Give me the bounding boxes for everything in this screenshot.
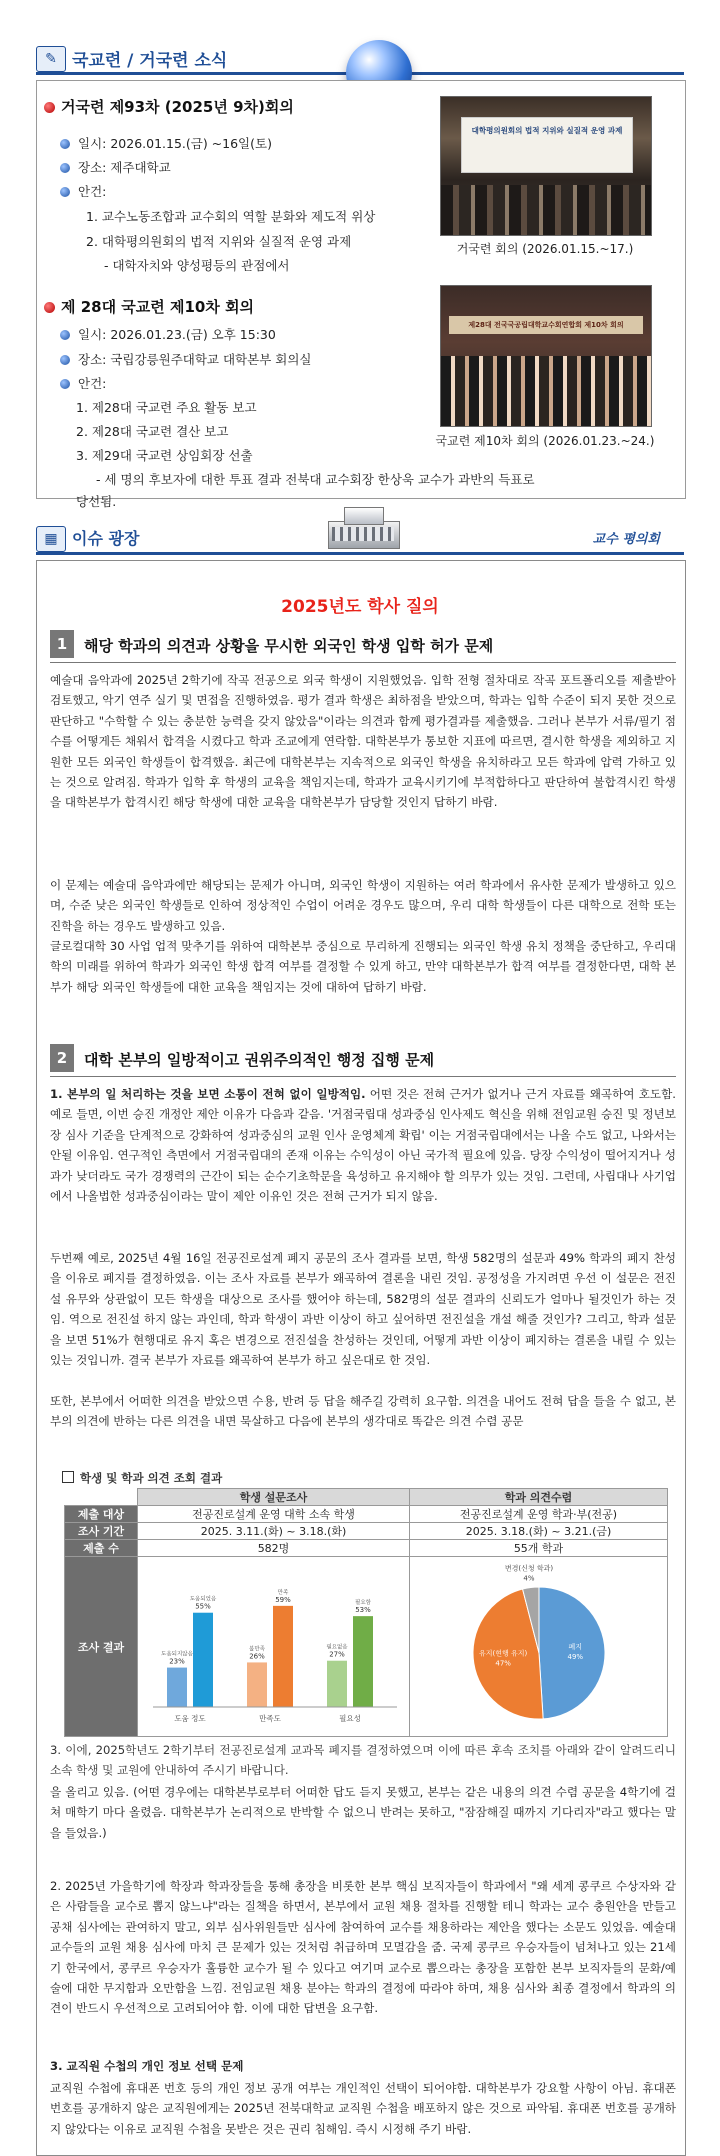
bar-value-label: 59% [274, 1595, 291, 1604]
blue-bullet-icon [60, 379, 70, 389]
row-period: 조사 기간 [65, 1523, 138, 1540]
bar-series-label: 필요함 [354, 1600, 371, 1607]
issue2-paragraph-3: 또한, 본부에서 어떠한 의견을 받았으면 수용, 반려 등 답을 해주길 강력히 요구함. 의견을 내어도 전혀 답을 들을 수 없고, 본부의 의견에 반하는 다른 의견을 내면 묵살하고 다음에 본부의 생각대로 똑같은 의견 수렴 공문 [50, 1394, 676, 1429]
meeting2-agenda-sub: - 세 명의 후보자에 대한 투표 결과 전북대 교수회장 한상욱 교수가 과반의 득표로 [96, 472, 535, 487]
pie-value-label: 47% [494, 1659, 511, 1668]
bar-mark [353, 1616, 373, 1707]
meeting2-caption: 국교련 제10차 회의 (2026.01.23.~24.) [435, 434, 655, 448]
bar-value-label: 27% [328, 1650, 345, 1659]
period-dept: 2025. 3.18.(화) ~ 3.21.(금) [410, 1523, 668, 1540]
bar-mark [167, 1668, 187, 1707]
pie-label: 폐지 [568, 1642, 582, 1651]
count-dept: 55개 학과 [410, 1540, 668, 1557]
row-result: 조사 결과 [65, 1557, 138, 1737]
pie-label: 유지(현행 유지) [478, 1649, 527, 1658]
meeting1-agenda-label: 안건: [60, 182, 106, 200]
meeting2-date: 일시: 2026.01.23.(금) 오후 15:30 [60, 325, 276, 343]
bar-mark [327, 1661, 347, 1707]
issue2-paragraph-5: 2. 2025년 가을학기에 학장과 학과장들을 통해 총장을 비롯한 본부 핵심 보직자들이 학과에서 "왜 세계 콩쿠르 수상자와 같은 사람들을 교수로 뽑지 않느냐"라는 질책을 하면서, 본부에서 교원 채용 절차를 진행할 테니 학과는 교수 충원안을 만들고 공채 심사에는 관여하지 말고, 외부 심사위원들만 심사에 참여하여 교수를 채용하라는 제안을 했다는 소문도 있었음. 예술대 교수들의 교원 채용 심사에 마치 큰 문제가 있는 것처럼 취급하며 모멸감을 줌. 국제 콩쿠르 우승자들이 넘쳐나고 있는 21세기 한국에서, 콩쿠르 우승자가 훌륭한 교수가 될 수 있다고 여기며 교수로 뽑으라는 총장을 포함한 본부 보직자들의 문화/예술에 대한 무지함과 오만함을 느낌. 전임교원 채용 분야는 학과의 결정에 따라야 하며, 채용 심사와 최종 결정에서 학과의 의견이 반드시 우선적으로 고려되어야 함. 이에 대한 답변을 요구함. [50, 1879, 676, 2016]
bar-series-label: 도움되었음 [189, 1596, 216, 1603]
meeting1-date: 일시: 2026.01.15.(금) ~16일(토) [60, 134, 272, 152]
photo-people [441, 185, 651, 235]
pie-chart [411, 1557, 667, 1733]
blue-bullet-icon [60, 355, 70, 365]
red-bullet-icon [44, 302, 55, 313]
meeting2-place: 장소: 국립강릉원주대학교 대학본부 회의실 [60, 350, 311, 368]
count-student: 582명 [138, 1540, 410, 1557]
meeting2-agenda-item: 1. 제28대 국교련 주요 활동 보고 [76, 400, 257, 415]
target-student: 전공진로설계 운영 대학 소속 학생 [138, 1506, 410, 1523]
bar-series-label: 만족 [277, 1589, 288, 1596]
section-title: 국교련 / 거국련 소식 [72, 51, 228, 71]
section-title: 이슈 광장 [72, 529, 140, 548]
meeting2-agenda-item: 2. 제28대 국교련 결산 보고 [76, 424, 229, 439]
meeting2-photo [440, 285, 652, 427]
issue-title: 대학 본부의 일방적이고 권위주의적인 행정 집행 문제 [84, 1051, 435, 1069]
building-icon: ▦ [36, 526, 66, 552]
pie-chart-cell [410, 1557, 668, 1737]
row-count: 제출 수 [65, 1540, 138, 1557]
issue1-paragraph: 예술대 음악과에 2025년 2학기에 작곡 전공으로 외국 학생이 지원했었음. 입학 전형 절차대로 작곡 포트폴리오를 제출받아 검토했고, 악기 연주 실기 및 면접을 진행하였음. 평가 결과 학생은 최하점을 받았으며, 학과는 입학 수준이 되지 못한 것으로 판단하고 "수학할 수 있는 충분한 능력을 갖지 않았음"이라는 의견과 함께 평가결과를 제출했음. 그러나 본부가 서류/필기 점수를 어떻게든 채워서 합격을 시켰다고 학과 조교에게 연락함. 대학본부가 통보한 지표에 따르면, 결시한 학생을 제외하고 지원한 모든 외국인 학생들이 합격했음. 최근에 대학본부는 지속적으로 외국인 학생을 유치하라고 모든 학과에 압력 가하고 있는 것으로 알려짐. 학과가 입학 후 학생의 교육을 책임지는데, 학과가 교육시키기에 부적합하다고 판단하여 불합격시킨 학생을 대학본부가 합격시킨 해당 학생에 대한 교육을 대학본부가 담당할 것인지 답하기 바람. [50, 673, 676, 810]
issue2-paragraph-2: 두번째 예로, 2025년 4월 16일 전공진로설계 폐지 공문의 조사 결과를 보면, 학생 582명의 설문과 49% 학과의 폐지 찬성을 이유로 폐지를 결정하였음. 이는 조사 자료를 본부가 왜곡하여 결론을 내린 것임. 공정성을 가지려면 우선 이 설문은 전진설 유무와 상관없이 모든 학생을 대상으로 조사를 했어야 하는데, 582명의 설문 결과의 신뢰도가 얼마나 될것인가 하는 것임. 역으로 전진설 하지 않는 과인데, 학과 학생이 과반 이상이 하고 싶어하면 전진설을 개설 해줄 것인가? 그리고, 학과 설문을 보면 51%가 현행대로 유지 혹은 변경으로 전진설을 찬성하는 것인데, 어떻게 과반 이상이 폐지하는 결론을 내릴 수 있는 있는 것입니까. 결국 본부가 자료를 왜곡하여 본부가 하고 싶은대로 한 것임. [50, 1251, 676, 1368]
photo-banner: 대학평의원회의 법적 지위와 실질적 운영 과제 [461, 117, 633, 173]
bar-mark [247, 1662, 267, 1707]
building-graphic [320, 503, 406, 549]
blue-bullet-icon [60, 139, 70, 149]
col-student: 학생 설문조사 [138, 1489, 410, 1506]
red-bullet-icon [44, 102, 55, 113]
row-target: 제출 대상 [65, 1506, 138, 1523]
period-student: 2025. 3.11.(화) ~ 3.18.(화) [138, 1523, 410, 1540]
meeting1-agenda-sub: - 대학자치와 양성평등의 관점에서 [104, 258, 290, 273]
pie-label: 변경(신청 학과) [504, 1564, 553, 1573]
bar-series-label: 불만족 [248, 1646, 265, 1653]
meeting1-agenda-item: 1. 교수노동조합과 교수회의 역할 분화와 제도적 위상 [86, 209, 376, 224]
meeting2-heading: 제 28대 국교련 제10차 회의 [44, 296, 254, 317]
pie-value-label: 49% [567, 1652, 583, 1661]
survey-table [64, 1488, 668, 1737]
photo-people [441, 356, 651, 426]
pie-value-label: 4% [522, 1574, 535, 1583]
meeting1-caption: 거국련 회의 (2026.01.15.~17.) [456, 242, 634, 256]
issue1-header [50, 630, 676, 660]
bar-mark [273, 1606, 293, 1707]
bar-series-label: 필요없음 [325, 1644, 348, 1651]
blue-bullet-icon [60, 187, 70, 197]
section-tag: 교수 평의회 [592, 532, 660, 547]
issue-number: 1 [50, 630, 74, 658]
issue-number: 2 [50, 1044, 74, 1072]
meeting1-place: 장소: 제주대학교 [60, 158, 171, 176]
bar-series-label: 도움되지않음 [160, 1651, 193, 1658]
bar-chart-cell [138, 1557, 410, 1737]
bar-category-label: 필요성 [338, 1714, 361, 1723]
survey-heading: 학생 및 학과 의견 조회 결과 [62, 1470, 222, 1486]
issue-title: 해당 학과의 의견과 상황을 무시한 외국인 학생 입학 허가 문제 [84, 637, 494, 655]
bar-mark [193, 1613, 213, 1707]
doc-title: 2025년도 학사 질의 [281, 597, 439, 617]
issue2-header [50, 1044, 676, 1074]
news-icon: ✎ [36, 46, 66, 72]
photo-banner: 제28대 전국국공립대학교수회연합회 제10차 회의 [449, 316, 643, 334]
issue2-paragraph-1: 1. 본부의 일 처리하는 것을 보면 소통이 전혀 없이 일방적임. 어떤 것은 전혀 근거가 없거나 근거 자료를 왜곡하여 호도함. 예로 들면, 이번 승진 개정안 제안 이유가 다음과 같음. '거점국립대 성과중심 인사제도 혁신을 위해 전임교원 승진 및 정년보장 심사 기준을 단계적으로 강화하여 성과중심의 교원 인사 운영체계 확립' 이는 거점국립대에서는 나올 수도 없고, 나와서는 안될 이유임. 연구적인 측면에서 거점국립대의 존재 이유는 수익성이 아닌 국가적 필요에 있음. 당장 수익성이 떨어지거나 성과가 낮더라도 국가 경쟁력의 근간이 되는 순수기초학문을 육성하고 유지해야 할 의무가 있는 것임. 그런데, 사립대나 사기업에서 나올법한 성과중심이라는 말이 제안 이유인 것은 전혀 근거가 되지 않음. [50, 1087, 676, 1204]
issue1-paragraph: 글로컬대학 30 사업 업적 맞추기를 위하여 대학본부 중심으로 무리하게 진행되는 외국인 학생 유치 정책을 중단하고, 우리대학의 미래를 위하여 학과가 외국인 학생 합격 여부를 결정할 수 있게 하고, 만약 대학본부가 합격 여부를 결정한다면, 대학 본부가 해당 외국인 학생들에 대한 교육을 책임지는 것에 대하여 답하기 바람. [50, 939, 676, 994]
paragraph-after-table: 3. 이에, 2025학년도 2학기부터 전공진로설계 교과목 폐지를 결정하였으며 이에 따른 후속 조치를 아래와 같이 알려드리니 소속 학생 및 교원에 안내하여 주시기 바랍니다. [50, 1743, 676, 1778]
blue-bullet-icon [60, 330, 70, 340]
blue-bullet-icon [60, 163, 70, 173]
issue3-paragraph: 교직원 수첩에 휴대폰 번호 등의 개인 정보 공개 여부는 개인적인 선택이 되어야함. 대학본부가 강요할 사항이 아님. 휴대폰 번호를 공개하지 않은 교직원에게는 2025년 전북대학교 교직원 수첩을 배포하지 않은 것으로 파악됨. 휴대폰 번호를 공개하지 않았다는 이유로 교직원 수첩을 못받은 것은 권리 침해임. 즉시 시정해 주기 바람. [50, 2081, 676, 2136]
issue1-paragraph: 이 문제는 예술대 음악과에만 해당되는 문제가 아니며, 외국인 학생이 지원하는 여러 학과에서 유사한 문제가 발생하고 있으며, 수준 낮은 외국인 학생들로 인하여 정상적인 수업이 어려운 경우도 많으며, 우리 대학 학생들이 다른 대학으로 전학 또는 진학을 하는 경우도 발생하고 있음. [50, 878, 676, 933]
meeting2-agenda-label: 안건: [60, 374, 106, 392]
bar-chart [139, 1557, 409, 1733]
meeting1-heading: 거국련 제93차 (2025년 9차)회의 [44, 96, 294, 117]
bar-value-label: 26% [248, 1652, 265, 1661]
target-dept: 전공진로설계 운영 학과·부(전공) [410, 1506, 668, 1523]
bar-value-label: 55% [194, 1602, 211, 1611]
bar-value-label: 23% [168, 1657, 185, 1666]
bar-category-label: 만족도 [258, 1714, 281, 1723]
col-dept: 학과 의견수렴 [410, 1489, 668, 1506]
issue3-title: 3. 교직원 수첩의 개인 정보 선택 문제 [50, 2059, 244, 2073]
square-icon [62, 1471, 74, 1483]
bar-value-label: 53% [354, 1606, 371, 1615]
issue2-paragraph-4: 을 올리고 있음. (어떤 경우에는 대학본부로부터 어떠한 답도 듣지 못했고, 본부는 같은 내용의 의견 수렴 공문을 4학기에 걸쳐 매학기 마다 올렸음. 대학본부가 논리적으로 반박할 수 없으니 반려는 못하고, "잠잠해질 때까지 기다리자"라고 했다는 말을 들었음.) [50, 1785, 676, 1840]
meeting1-photo [440, 96, 652, 236]
meeting2-agenda-sub2: 당선됨. [76, 494, 117, 509]
meeting2-agenda-item: 3. 제29대 국교련 상임회장 선출 [76, 448, 253, 463]
meeting1-agenda-item: 2. 대학평의원회의 법적 지위와 실질적 운영 과제 [86, 234, 352, 249]
bar-category-label: 도움 정도 [173, 1714, 206, 1723]
